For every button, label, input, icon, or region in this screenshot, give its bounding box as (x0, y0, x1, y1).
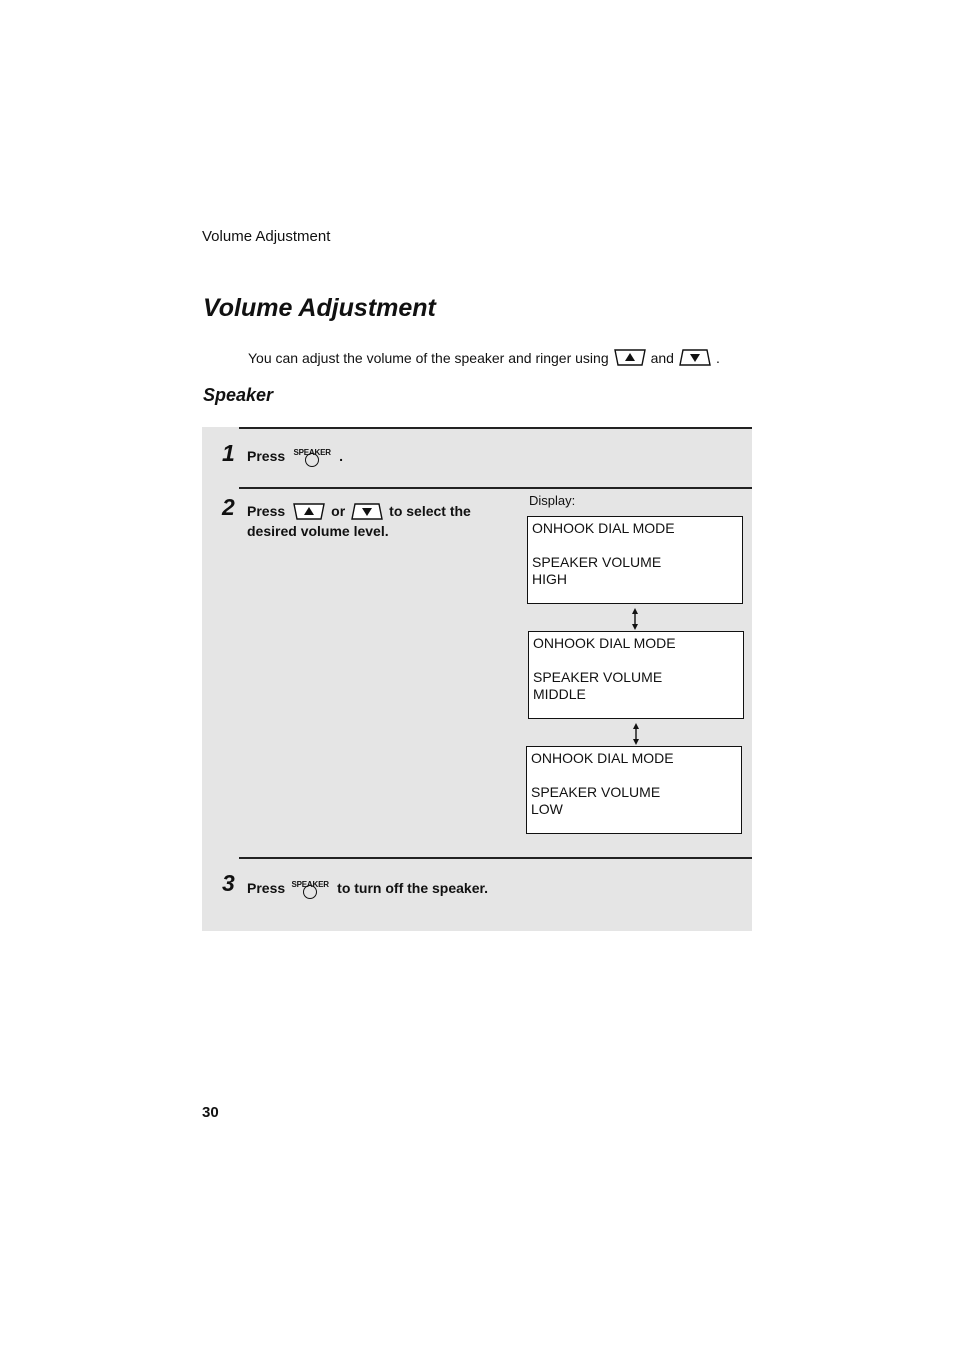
press-label: Press (247, 880, 286, 896)
step-3-after: to turn off the speaker. (337, 880, 489, 896)
step-number: 2 (222, 494, 235, 520)
lcd-line-1: ONHOOK DIAL MODE (531, 750, 674, 766)
speaker-key-icon (293, 443, 331, 469)
step-1-instruction (247, 443, 343, 469)
up-arrow-key-icon (293, 502, 325, 521)
step-2-line2: desired volume level. (247, 523, 389, 539)
lcd-line-3: MIDDLE (533, 686, 586, 702)
or-word: or (331, 503, 346, 519)
up-down-arrow-icon (630, 607, 640, 631)
speaker-button-circle (305, 453, 319, 467)
intro-paragraph (248, 348, 720, 367)
lcd-line-1: ONHOOK DIAL MODE (532, 520, 675, 536)
lcd-line-3: HIGH (532, 571, 567, 587)
down-arrow-key-icon (351, 502, 383, 521)
lcd-line-2: SPEAKER VOLUME (531, 784, 661, 800)
lcd-display-high (527, 516, 743, 604)
lcd-line-2: SPEAKER VOLUME (532, 554, 662, 570)
lcd-display-low (526, 746, 742, 834)
steps-panel (202, 427, 752, 931)
step-1-after: . (339, 448, 344, 464)
page-number: 30 (202, 1104, 219, 1121)
lcd-line-1: ONHOOK DIAL MODE (533, 635, 676, 651)
intro-period: . (715, 349, 720, 366)
step-2-after: to select the (389, 503, 471, 519)
speaker-key-icon (291, 875, 329, 901)
step-divider (239, 427, 752, 429)
press-label: Press (247, 503, 286, 519)
step-number: 1 (222, 440, 235, 466)
step-divider (239, 857, 752, 859)
step-number: 3 (222, 870, 235, 896)
section-title: Speaker (203, 385, 274, 405)
display-label: Display: (529, 493, 576, 508)
page-title: Volume Adjustment (203, 294, 436, 322)
up-arrow-key-icon (614, 348, 646, 367)
lcd-line-3: LOW (531, 801, 563, 817)
down-arrow-key-icon (679, 348, 711, 367)
lcd-line-2: SPEAKER VOLUME (533, 669, 663, 685)
intro-and: and (650, 349, 674, 366)
press-label: Press (247, 448, 286, 464)
step-divider (239, 487, 752, 489)
speaker-key-label: SPEAKER (291, 880, 329, 889)
up-down-arrow-icon (631, 722, 641, 746)
speaker-key-label: SPEAKER (293, 448, 331, 457)
speaker-button-circle (303, 885, 317, 899)
intro-text: You can adjust the volume of the speaker and ringer using (248, 349, 609, 366)
running-header: Volume Adjustment (202, 228, 331, 245)
lcd-display-middle (528, 631, 744, 719)
step-3-instruction (247, 875, 488, 901)
step-2-instruction (247, 501, 471, 541)
